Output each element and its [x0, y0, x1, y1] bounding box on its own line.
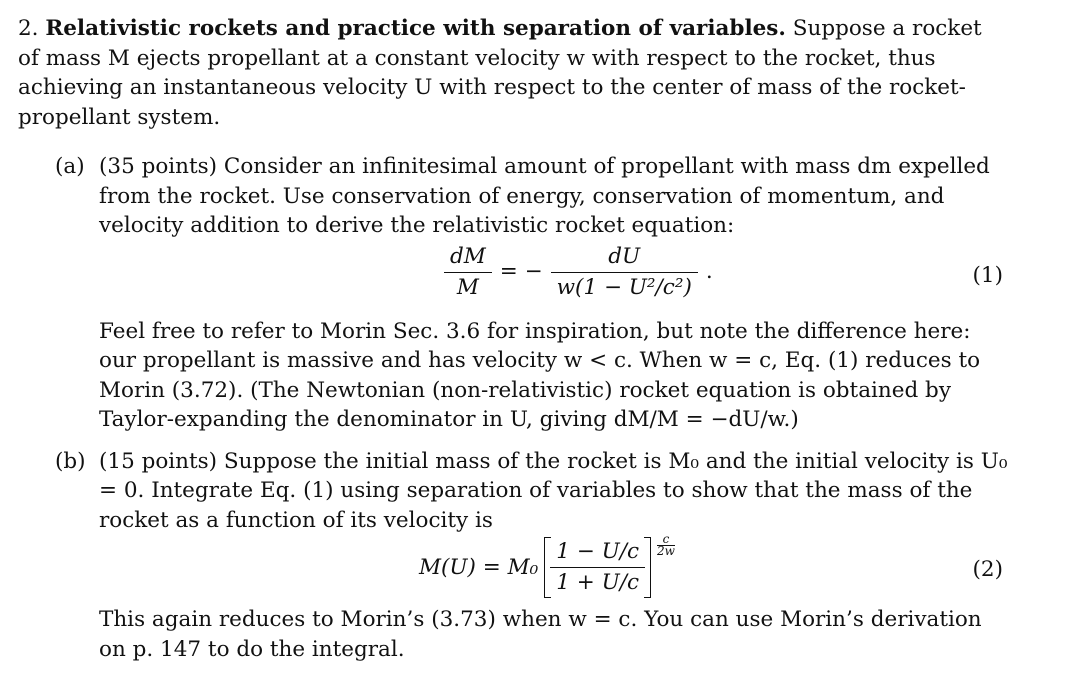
equation-2	[99, 532, 1009, 601]
eq1-equals: = −	[499, 259, 543, 285]
eq2-fraction: $\frac{1 - U/c}{1 + U/c}$	[550, 539, 645, 596]
problem-number: 2.	[18, 16, 39, 41]
part-a-text: (35 points) Consider an infinitesimal amount of propellant with mass dm expelled from the rocket. Use conservation of energy, conservation of momentum, and velocity addition to derive the relativistic rocket equation:	[99, 154, 990, 238]
part-b-followup: This again reduces to Morin’s (3.73) when w = c. You can use Morin’s derivation on p. 147 to do the integral.	[99, 607, 982, 662]
eq1-lhs-fraction: $\frac{dM}{M}$	[444, 244, 492, 301]
problem-title: Relativistic rockets and practice with separation of variables.	[45, 16, 786, 41]
problem-2	[18, 14, 1008, 132]
eq2-lhs: M(U) = M₀	[419, 554, 539, 580]
part-b-text: (15 points) Suppose the initial mass of the rocket is M₀ and the initial velocity is U₀ = 0. Integrate Eq. (1) using separation of variables to show that the mass of the rocket as a function of its velocity is	[99, 448, 1008, 533]
eq2-bracket	[546, 539, 649, 596]
eq2-tag: (2)	[972, 557, 1003, 582]
eq2-exponent: c 2w	[657, 532, 675, 558]
part-b	[18, 447, 1009, 665]
part-a	[18, 152, 1009, 435]
part-a-followup: Feel free to refer to Morin Sec. 3.6 for inspiration, but note the difference here: our propellant is massive and has velocity w < c. When w = c, Eq. (1) reduces to Morin (3.72). (The Newtonian (non-relativistic) rocket equation is obtained by Taylor-expanding the denominator in U, giving dM/M = −dU/w.)	[99, 318, 981, 432]
part-a-label: (a)	[55, 154, 85, 179]
part-b-label: (b)	[55, 448, 86, 474]
eq1-rhs-fraction: $\frac{dU}{\text{w(1 − U²/c²)}}$	[551, 244, 698, 301]
problem-intro	[18, 14, 1008, 132]
problem-intro-text: Suppose a rocket of mass M ejects propellant at a constant velocity w with respect to the rocket, thus achieving an instantaneous velocity U with respect to the center of mass of the rocket-propellant system.	[18, 16, 982, 130]
eq1-tag: (1)	[972, 262, 1003, 288]
eq1-period: .	[705, 259, 713, 285]
equation-1	[99, 241, 1009, 311]
